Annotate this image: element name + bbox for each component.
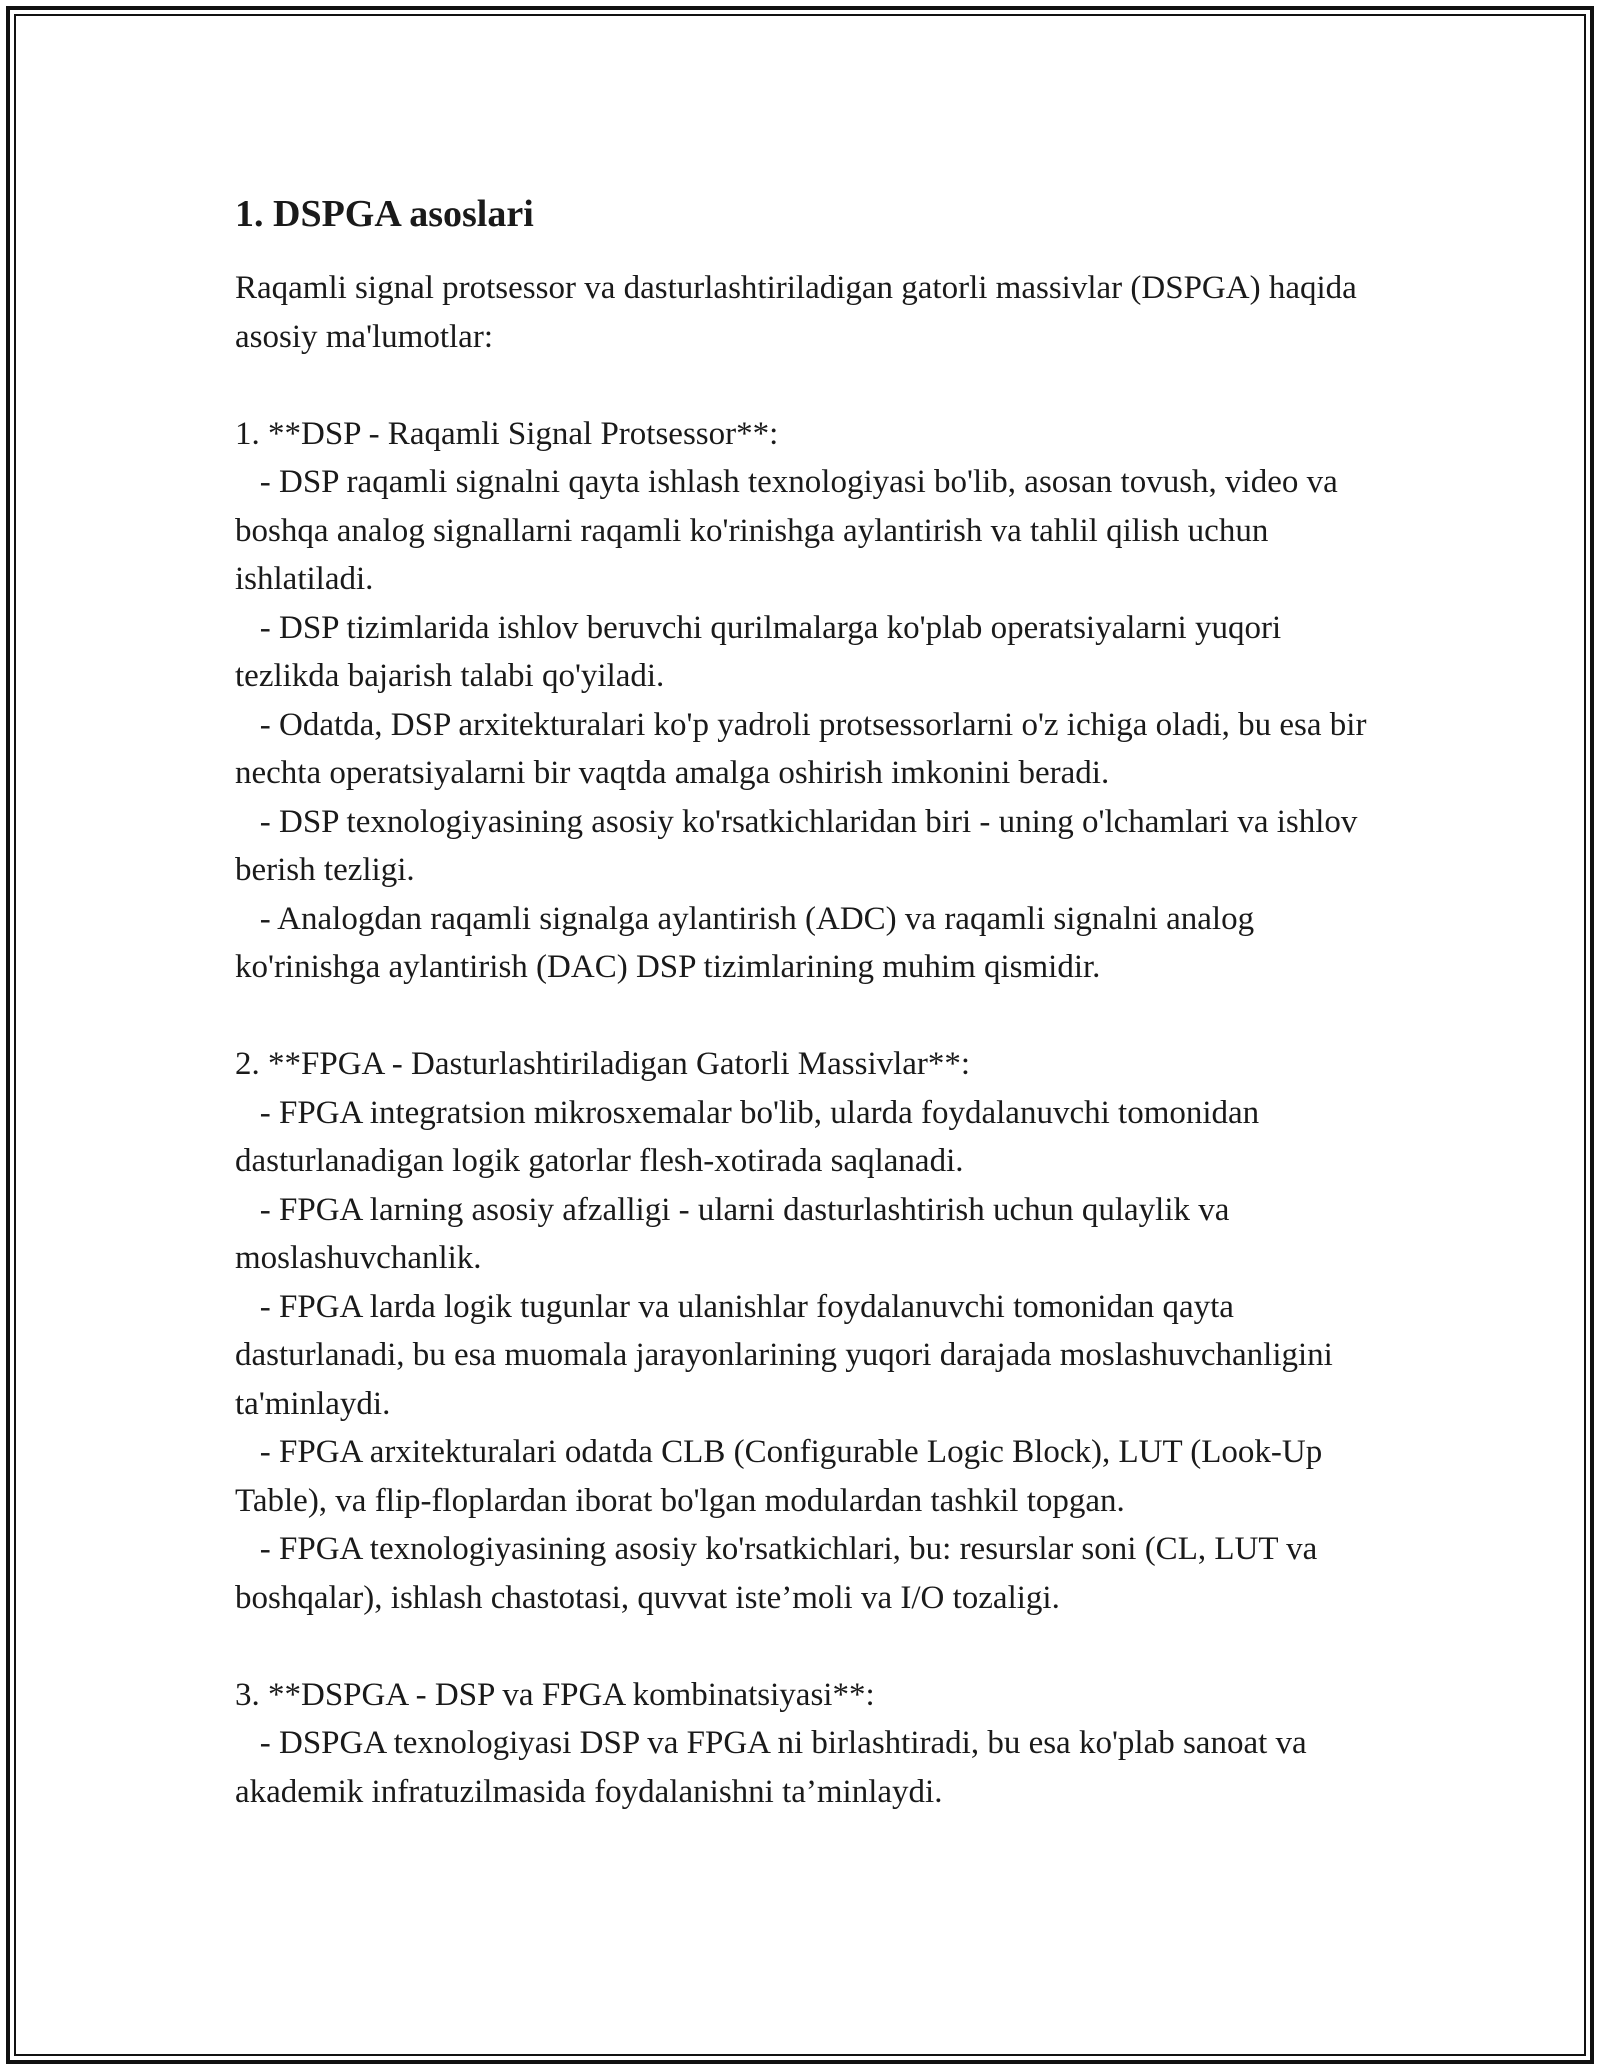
intro-paragraph: Raqamli signal protsessor va dasturlashtiriladigan gatorli massivlar (DSPGA) haqida asosiy ma'lumotlar:: [235, 270, 1366, 355]
section-heading: 2. **FPGA - Dasturlashtiriladigan Gatorli Massivlar**:: [235, 1046, 971, 1082]
bullet-item: - FPGA texnologiyasining asosiy ko'rsatkichlari, bu: resurslar soni (CL, LUT va boshqalar), ishlash chastotasi, quvvat iste’moli va I/O tozaligi.: [235, 1531, 1326, 1616]
section-heading: 3. **DSPGA - DSP va FPGA kombinatsiyasi**:: [235, 1676, 875, 1713]
bullet-item: - FPGA larning asosiy afzalligi - ularni dasturlashtirish uchun qulaylik va moslashuvchanlik.: [235, 1191, 1238, 1276]
bullet-item: - DSP texnologiyasining asosiy ko'rsatkichlaridan biri - uning o'lchamlari va ishlov berish tezligi.: [235, 803, 1366, 888]
section-heading: 1. **DSP - Raqamli Signal Protsessor**:: [235, 415, 779, 452]
bullet-item: - FPGA larda logik tugunlar va ulanishlar foydalanuvchi tomonidan qayta dasturlanadi, bu esa muomala jarayonlarining yuqori darajada moslashuvchanligini ta'minlaydi.: [235, 1288, 1342, 1422]
bullet-item: - DSP tizimlarida ishlov beruvchi qurilmalarga ko'plab operatsiyalarni yuqori tezlikda bajarish talabi qo'yiladi.: [235, 609, 1290, 694]
bullet-item: - DSP raqamli signalni qayta ishlash texnologiyasi bo'lib, asosan tovush, video va boshqa analog signallarni raqamli ko'rinishga aylantirish va tahlil qilish uchun ishlatiladi.: [235, 464, 1347, 597]
document-body: [235, 190, 1385, 1865]
bullet-item: - FPGA arxitekturalari odatda CLB (Configurable Logic Block), LUT (Look-Up Table), va flip-floplardan iborat bo'lgan modulardan tashkil topgan.: [235, 1434, 1330, 1519]
section-dsp: [235, 410, 1385, 992]
bullet-item: - DSPGA texnologiyasi DSP va FPGA ni birlashtiradi, bu esa ko'plab sanoat va akademik infratuzilmasida foydalanishni ta’minlaydi.: [235, 1725, 1315, 1810]
bullet-item: - Analogdan raqamli signalga aylantirish (ADC) va raqamli signalni analog ko'rinishga aylantirish (DAC) DSP tizimlarining muhim qismidir.: [235, 900, 1263, 985]
section-fpga: [235, 1040, 1385, 1622]
bullet-item: - FPGA integratsion mikrosxemalar bo'lib, ularda foydalanuvchi tomonidan dasturlanadigan logik gatorlar flesh-xotirada saqlanadi.: [235, 1094, 1268, 1179]
bullet-item: - Odatda, DSP arxitekturalari ko'p yadroli protsessorlarni o'z ichiga oladi, bu esa bir nechta operatsiyalarni bir vaqtda amalga oshirish imkonini beradi.: [235, 706, 1375, 791]
section-dspga: [235, 1671, 1385, 1817]
document-title: 1. DSPGA asoslari: [235, 193, 534, 235]
